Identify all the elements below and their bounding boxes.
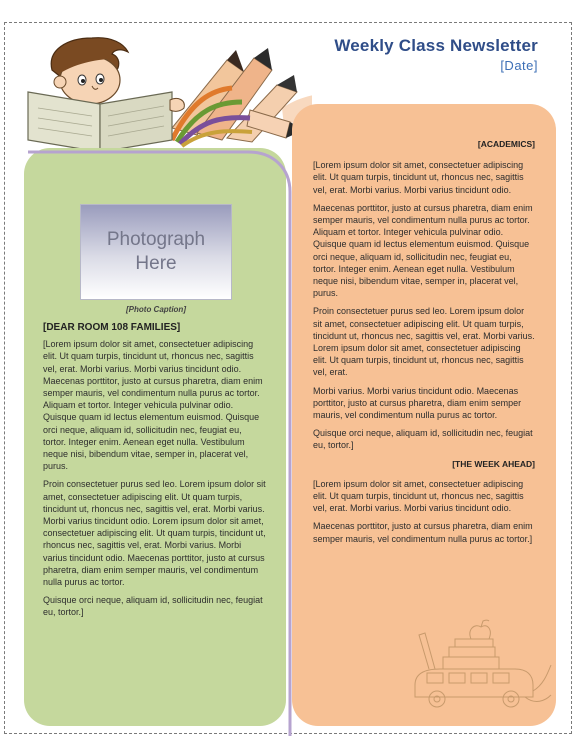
photo-placeholder-text: Photograph Here xyxy=(106,229,206,274)
date-placeholder[interactable]: [Date] xyxy=(500,58,538,73)
pencils-illustration xyxy=(172,48,304,146)
academics-paragraph[interactable]: [Lorem ipsum dolor sit amet, consectetuer adipiscing elit. Ut quam turpis, tincidunt ut, rhoncus nec, sagittis vel, erat. Morbi varius. Morbi varius tincidunt odio. xyxy=(313,160,524,195)
left-column xyxy=(43,322,267,625)
photo-placeholder[interactable] xyxy=(80,204,232,300)
week-ahead-paragraph[interactable]: Maecenas porttitor, justo at cursus pharetra, diam enim semper mauris, vel condimentum nulla purus ac tortor.] xyxy=(313,521,533,544)
academics-paragraph[interactable]: Proin consectetuer purus sed leo. Lorem ipsum dolor sit amet, consectetuer adipiscing elit. Ut quam turpis, tincidunt ut, rhoncus nec, sagittis vel, erat. Morbi varius. Lorem ipsum dolor sit amet, consectetuer adipiscing elit. Ut quam turpis, tincidunt ut, rhoncus nec, sagittis vel, erat. xyxy=(313,306,535,378)
left-paragraph[interactable]: Quisque orci neque, aliquam id, sollicitudin nec, feugiat eu, tortor.] xyxy=(43,595,263,618)
academics-paragraph[interactable]: Morbi varius. Morbi varius tincidunt odio. Maecenas porttitor, justo at cursus pharetra, diam enim semper mauris, vel condimentum nulla purus ac tortor. xyxy=(313,385,522,421)
left-paragraph[interactable]: Proin consectetuer purus sed leo. Lorem ipsum dolor sit amet, consectetuer adipiscing elit. Ut quam turpis, tincidunt ut, rhoncus nec, sagittis vel, erat. Morbi varius. Morbi varius tincidunt odio. Lorem ipsum dolor sit amet, consectetuer adipiscing elit. Ut quam turpis, tincidunt ut, rhoncus nec, sagittis vel, erat. Morbi varius. Morbi varius tincidunt odio. Maecenas porttitor, justo at cursus pharetra, diam enim semper mauris, vel condimentum nulla purus ac tortor. xyxy=(43,479,266,588)
academics-paragraph[interactable]: Quisque orci neque, aliquam id, sollicitudin nec, feugiat eu, tortor.] xyxy=(313,428,533,451)
photo-caption[interactable]: [Photo Caption] xyxy=(126,305,186,314)
academics-heading[interactable]: [ACADEMICS] xyxy=(477,139,535,149)
week-ahead-paragraph[interactable]: [Lorem ipsum dolor sit amet, consectetuer adipiscing elit. Ut quam turpis, tincidunt ut, rhoncus nec, sagittis vel, erat. Morbi varius. Morbi varius tincidunt odio. xyxy=(313,478,524,514)
right-column xyxy=(313,138,535,551)
left-paragraph[interactable]: [Lorem ipsum dolor sit amet, consectetuer adipiscing elit. Ut quam turpis, tincidunt ut, rhoncus nec, sagittis vel, erat. Morbi varius. Morbi varius tincidunt odio. Maecenas porttitor, justo at cursus pharetra, diam enim semper mauris, vel condimentum nulla purus ac tortor. Aliquam et tortor. Integer vehicula pulvinar odio. Quisque quam id lectus elementum euismod. Quisque orci neque, aliquam id, sollicitudin nec, feugiat eu, tortor. Integer enim. Aenean eget nulla. Vestibulum neque nisi, bibendum vitae, semper in, placerat vel, purus. xyxy=(43,339,263,472)
school-bus-sketch-icon xyxy=(405,615,555,715)
academics-paragraph[interactable]: Maecenas porttitor, justo at cursus pharetra, diam enim semper mauris, vel condimentum nulla purus ac tortor. Aliquam et tortor. Integer vehicula pulvinar odio. Quisque quam id lectus elementum euismod. Quisque orci neque, aliquam id, sollicitudin nec, feugiat eu, tortor. Integer enim. Aenean eget nulla. Vestibulum neque nisi, bibendum vitae, semper in, placerat vel, purus. xyxy=(313,202,533,299)
week-ahead-heading[interactable]: [THE WEEK AHEAD] xyxy=(452,458,535,469)
families-heading[interactable]: [DEAR ROOM 108 FAMILIES] xyxy=(43,322,181,333)
newsletter-title: Weekly Class Newsletter xyxy=(334,36,538,55)
